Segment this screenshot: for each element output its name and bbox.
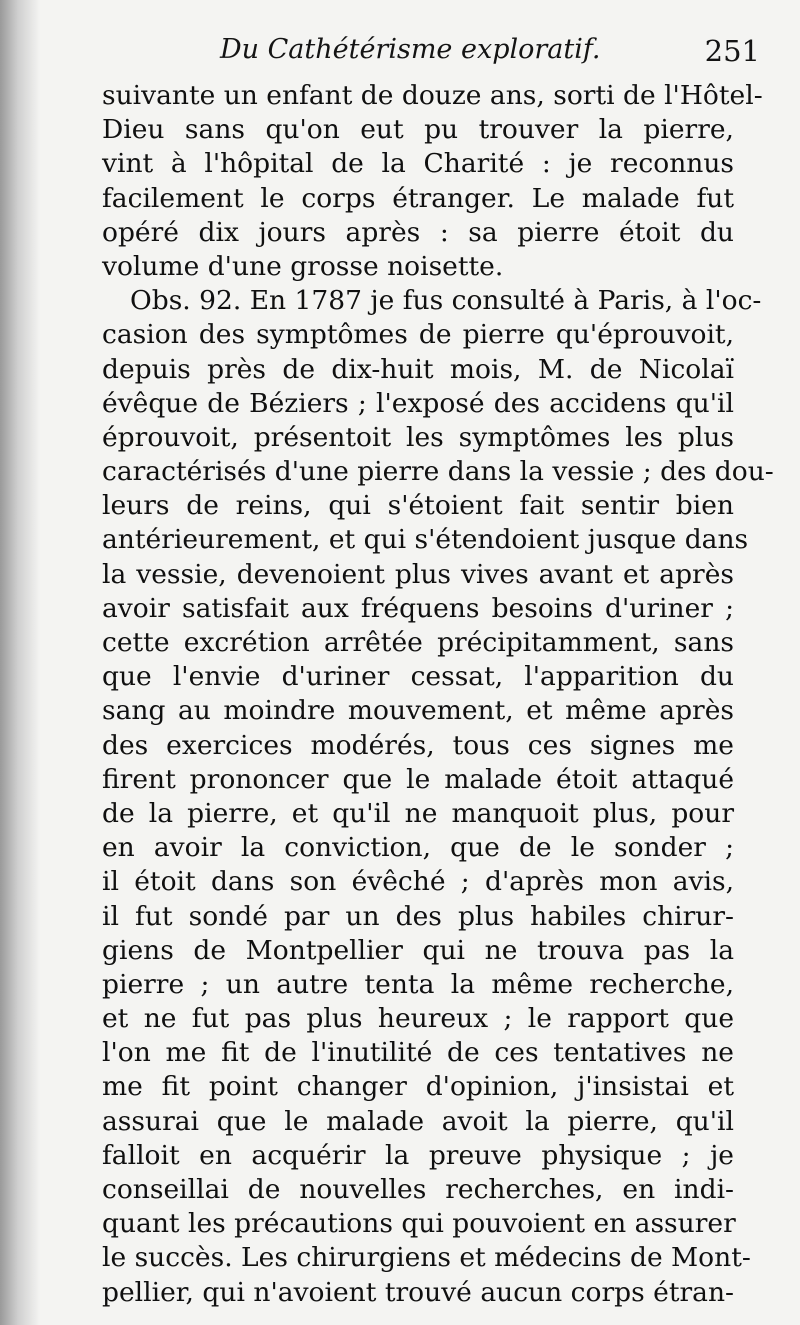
text-line: le succès. Les chirurgiens et médecins de Mont- bbox=[102, 1242, 751, 1274]
text-line: leurs de reins, qui s'étoient fait sentir bien bbox=[102, 490, 734, 522]
text-line: facilement le corps étranger. Le malade fut bbox=[102, 182, 734, 214]
text-line: assurai que le malade avoit la pierre, qu'il bbox=[102, 1105, 734, 1137]
text-line: de la pierre, et qu'il ne manquoit plus, pour bbox=[102, 797, 734, 829]
page-number: 251 bbox=[704, 34, 760, 68]
text-line: pellier, qui n'avoient trouvé aucun corps étran- bbox=[102, 1276, 734, 1308]
text-line: éprouvoit, présentoit les symptômes les plus bbox=[102, 421, 734, 453]
text-line: avoir satisfait aux fréquens besoins d'uriner ; bbox=[102, 592, 734, 624]
text-line: que l'envie d'uriner cessat, l'apparition du bbox=[102, 661, 734, 693]
text-line: conseillai de nouvelles recherches, en indi- bbox=[102, 1174, 734, 1205]
text-line: l'on me fit de l'inutilité de ces tentatives ne bbox=[102, 1037, 734, 1069]
text-line: suivante un enfant de douze ans, sorti de l'Hôtel- bbox=[102, 80, 763, 111]
text-line: en avoir la conviction, que de le sonder ; bbox=[102, 832, 734, 864]
text-line: il étoit dans son évêché ; d'après mon avis, bbox=[102, 866, 734, 898]
text-line: casion des symptômes de pierre qu'éprouvoit, bbox=[102, 319, 734, 351]
text-line: sang au moindre mouvement, et même après bbox=[102, 695, 734, 727]
text-line: Obs. 92. En 1787 je fus consulté à Paris, à l'oc- bbox=[130, 285, 762, 317]
body-text bbox=[102, 79, 774, 1310]
text-line: opéré dix jours après : sa pierre étoit du bbox=[102, 216, 734, 248]
text-line: antérieurement, et qui s'étendoient jusque dans bbox=[102, 524, 749, 556]
text-line: évêque de Béziers ; l'exposé des accidens qu'il bbox=[102, 387, 734, 419]
text-line: pierre ; un autre tenta la même recherche, bbox=[102, 968, 734, 1000]
text-line: quant les précautions qui pouvoient en assurer bbox=[102, 1208, 736, 1240]
text-line: firent prononcer que le malade étoit attaqué bbox=[102, 763, 734, 795]
text-line: depuis près de dix-huit mois, M. de Nicolaï bbox=[102, 353, 734, 385]
page-header bbox=[100, 34, 790, 74]
text-line: giens de Montpellier qui ne trouva pas la bbox=[102, 934, 734, 966]
text-line: caractérisés d'une pierre dans la vessie ; des dou- bbox=[102, 456, 774, 488]
text-line: falloit en acquérir la preuve physique ; je bbox=[102, 1139, 734, 1171]
text-line: cette excrétion arrêtée précipitamment, sans bbox=[102, 627, 734, 658]
text-line: me fit point changer d'opinion, j'insistai et bbox=[102, 1071, 734, 1103]
text-line: des exercices modérés, tous ces signes me bbox=[102, 729, 734, 761]
text-line: il fut sondé par un des plus habiles chirur- bbox=[102, 900, 734, 932]
running-title: Du Cathétérisme exploratif. bbox=[220, 34, 601, 65]
text-line: Dieu sans qu'on eut pu trouver la pierre, bbox=[102, 114, 734, 146]
text-line: vint à l'hôpital de la Charité : je reconnus bbox=[102, 148, 734, 180]
text-line: et ne fut pas plus heureux ; le rapport que bbox=[102, 1003, 734, 1035]
text-line: la vessie, devenoient plus vives avant et après bbox=[102, 558, 734, 590]
text-line: volume d'une grosse noisette. bbox=[102, 250, 504, 282]
